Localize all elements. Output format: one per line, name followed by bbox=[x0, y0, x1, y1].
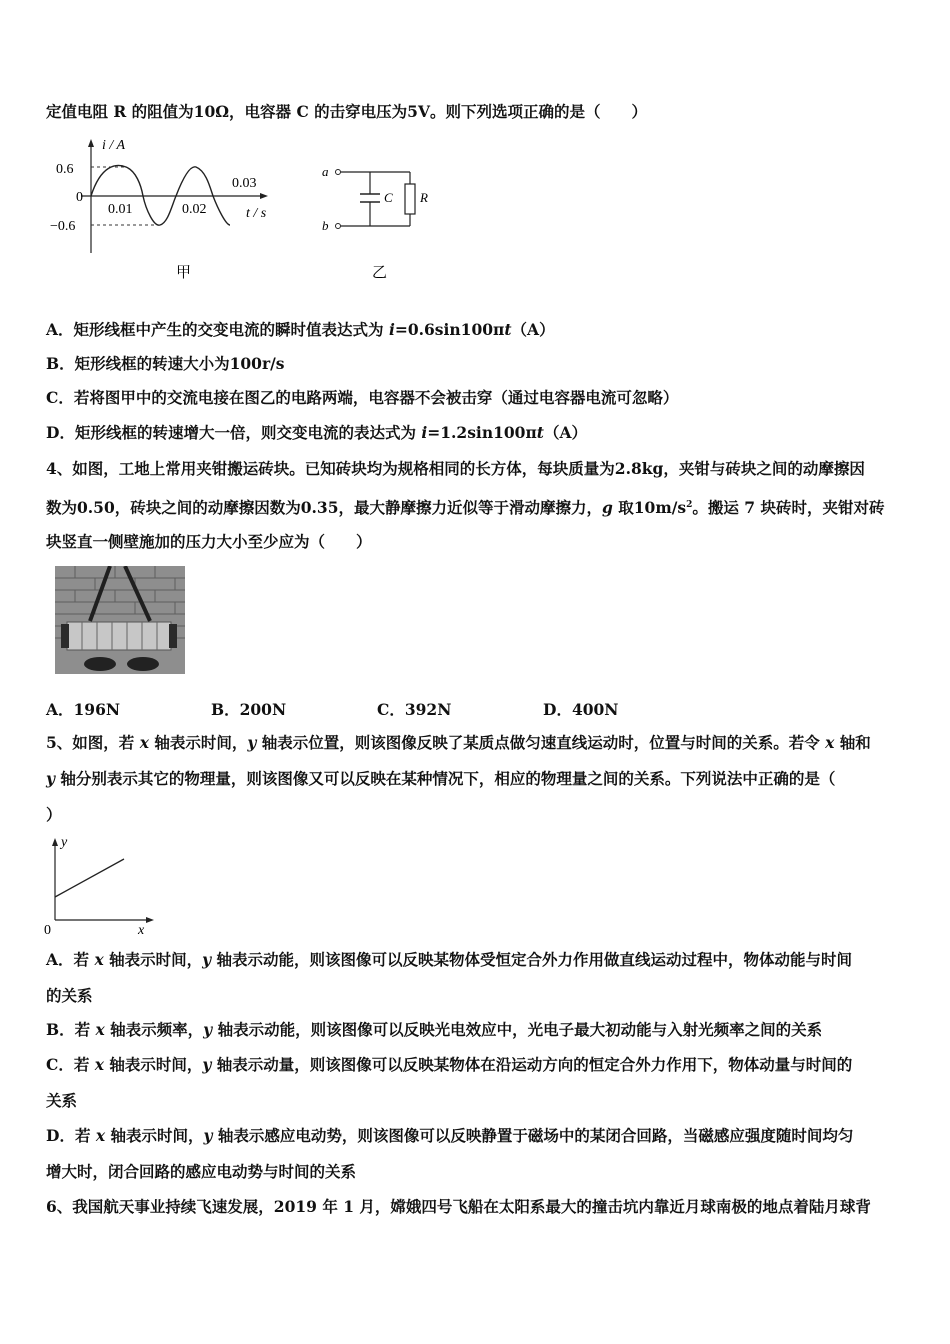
figure-yi-caption: 乙 bbox=[372, 265, 388, 281]
y-tick-top: 0.6 bbox=[56, 162, 74, 177]
terminal-b-label: b bbox=[322, 218, 329, 233]
q5-x-label: x bbox=[138, 923, 145, 938]
q3-option-a: A．矩形线框中产生的交变电流的瞬时值表达式为 i=0.6sin100πt（A） bbox=[46, 320, 555, 339]
q5-option-c-line-1: C．若 x 轴表示时间，y 轴表示动量，则该图像可以反映某物体在沿运动方向的恒定合外力作用下，物体动量与时间的 bbox=[46, 1055, 853, 1074]
x-axis-label: t / s bbox=[246, 206, 267, 221]
brick-clamp-photo bbox=[55, 566, 185, 674]
q5-option-b: B．若 x 轴表示频率，y 轴表示动能，则该图像可以反映光电效应中，光电子最大初动能与入射光频率之间的关系 bbox=[46, 1020, 823, 1039]
q5-option-a-line-1: A．若 x 轴表示时间，y 轴表示动能，则该图像可以反映某物体受恒定合外力作用做直线运动过程中，物体动能与时间 bbox=[46, 950, 853, 969]
q5-option-d-line-2: 增大时，闭合回路的感应电动势与时间的关系 bbox=[46, 1162, 357, 1181]
resistor-label: R bbox=[420, 190, 428, 205]
q4-option-b: B．200N bbox=[211, 700, 287, 719]
q5-graph-line bbox=[55, 859, 124, 897]
x-tick-003: 0.03 bbox=[232, 176, 257, 191]
y-tick-zero: 0 bbox=[76, 190, 83, 205]
terminal-a-label: a bbox=[322, 164, 329, 179]
q3-stem: 定值电阻 R 的阻值为10Ω，电容器 C 的击穿电压为5V。则下列选项正确的是（ ） bbox=[46, 102, 647, 121]
q6-line-1: 6、我国航天事业持续飞速发展，2019 年 1 月，嫦娥四号飞船在太阳系最大的撞击坑内靠近月球南极的地点着陆月球背 bbox=[46, 1197, 871, 1216]
q5-y-label: y bbox=[61, 835, 68, 850]
figure-yi-circuit bbox=[318, 150, 438, 285]
q3-option-c: C．若将图甲中的交流电接在图乙的电路两端，电容器不会被击穿（通过电容器电流可忽略） bbox=[46, 388, 679, 407]
capacitor-label: C bbox=[384, 190, 393, 205]
y-tick-bottom: −0.6 bbox=[50, 219, 76, 234]
figure-jia-caption: 甲 bbox=[176, 265, 192, 281]
q5-line-2: y 轴分别表示其它的物理量，则该图像又可以反映在某种情况下，相应的物理量之间的关系。下列说法中正确的是（ bbox=[46, 769, 836, 788]
x-tick-002: 0.02 bbox=[182, 202, 207, 217]
q4-option-c: C．392N bbox=[377, 700, 452, 719]
q3-option-b: B．矩形线框的转速大小为100r/s bbox=[46, 354, 285, 373]
q4-line-1: 4、如图，工地上常用夹钳搬运砖块。已知砖块均为规格相同的长方体，每块质量为2.8kg，夹钳与砖块之间的动摩擦因 bbox=[46, 459, 865, 478]
q5-origin-label: 0 bbox=[44, 923, 51, 938]
q4-option-d: D．400N bbox=[543, 700, 619, 719]
y-axis-label: i / A bbox=[102, 138, 126, 153]
q5-option-a-line-2: 的关系 bbox=[46, 986, 93, 1005]
q4-option-a: A．196N bbox=[46, 700, 121, 719]
q5-linear-graph bbox=[40, 830, 160, 940]
q5-option-c-line-2: 关系 bbox=[46, 1091, 78, 1110]
q3-option-d: D．矩形线框的转速增大一倍，则交变电流的表达式为 i=1.2sin100πt（A） bbox=[46, 423, 587, 442]
q5-option-d-line-1: D．若 x 轴表示时间，y 轴表示感应电动势，则该图像可以反映静置于磁场中的某闭合回路，当磁感应强度随时间均匀 bbox=[46, 1126, 854, 1145]
q4-line-3: 块竖直一侧壁施加的压力大小至少应为（ ） bbox=[46, 532, 372, 551]
q5-line-1: 5、如图，若 x 轴表示时间，y 轴表示位置，则该图像反映了某质点做匀速直线运动时，位置与时间的关系。若令 x 轴和 bbox=[46, 733, 871, 752]
q4-line-2: 数为0.50，砖块之间的动摩擦因数为0.35，最大静摩擦力近似等于滑动摩擦力，g 取$10m/s^2$。搬运 7 块砖时，夹钳对砖 bbox=[46, 498, 885, 518]
x-tick-001: 0.01 bbox=[108, 202, 133, 217]
q5-line-3: ） bbox=[46, 805, 62, 824]
figure-jia-current-graph bbox=[46, 135, 286, 285]
